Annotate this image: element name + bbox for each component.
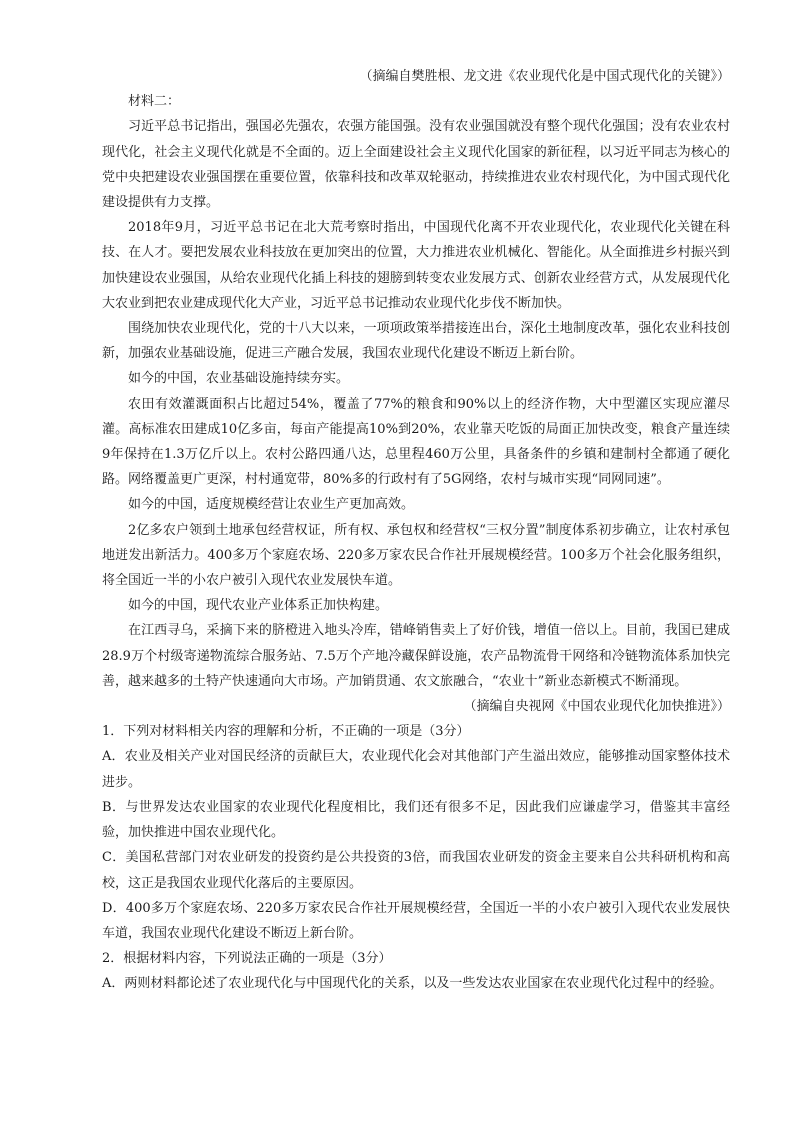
question-option: A．农业及相关产业对国民经济的贡献巨大，农业现代化会对其他部门产生溢出效应，能够推动国家整体技术进步。 (102, 749, 730, 790)
paragraph: 2018年9月，习近平总书记在北大荒考察时指出，中国现代化离不开农业现代化，农业现代化关键在科技、在人才。要把发展农业科技放在更加突出的位置，大力推进农业机械化、智能化。从全面推进乡村振兴到加快建设农业强国，从给农业现代化插上科技的翅膀到转变农业发展方式、创新农业经营方式，从发展现代化大农业到把农业建成现代化大产业，习近平总书记推动农业现代化步伐不断加快。 (102, 220, 730, 311)
material1-source: （摘编自樊胜根、龙文进《农业现代化是中国式现代化的关键》） (359, 69, 730, 84)
question-option: B．与世界发达农业国家的农业现代化程度相比，我们还有很多不足，因此我们应谦虚学习，借鉴其丰富经验，加快推进中国农业现代化。 (102, 799, 730, 841)
question-stem: 2．根据材料内容，下列说法正确的一项是（3分） (102, 951, 392, 967)
paragraph: 2亿多农户领到土地承包经营权证，所有权、承包权和经营权“三权分置”制度体系初步确立，让农村承包地迸发出新活力。400多万个家庭农场、220多万家农民合作社开展规模经营。100多万个社会化服务组织，将全国近一半的小农户被引入现代农业发展快车道。 (102, 522, 730, 589)
paragraph: 农田有效灌溉面积占比超过54%，覆盖了77%的粮食和90%以上的经济作物，大中型灌区实现应灌尽灌。高标准农田建成10亿多亩，每亩产能提高10%到20%，农业靠天吃饭的局面正加快改变，粮食产量连续9年保持在1.3万亿斤以上。农村公路四通八达，总里程460万公里，具备条件的乡镇和建制村全都通了硬化路。网络覆盖更广更深，村村通宽带，80%多的行政村有了5G网络，农村与城市实现“同网同速”。 (102, 396, 730, 488)
paragraph: 围绕加快农业现代化，党的十八大以来，一项项政策举措接连出台，深化土地制度改革，强化农业科技创新，加强农业基础设施，促进三产融合发展，我国农业现代化建设不断迈上新台阶。 (102, 321, 730, 362)
material2-source: （摘编自央视网《中国农业现代化加快推进》） (463, 699, 730, 715)
question-option: A．两则材料都论述了农业现代化与中国现代化的关系，以及一些发达农业国家在农业现代化过程中的经验。 (102, 976, 723, 992)
paragraph: 如今的中国，农业基础设施持续夯实。 (128, 371, 350, 387)
paragraph: 如今的中国，现代农业产业体系正加快构建。 (128, 598, 389, 614)
paragraph: 如今的中国，适度规模经营让农业生产更加高效。 (128, 497, 415, 513)
question-stem: 1．下列对材料相关内容的理解和分析，不正确的一项是（3分） (102, 724, 470, 740)
question-option: C．美国私营部门对农业研发的投资约是公共投资的3倍，而我国农业研发的资金主要来自公共科研机构和高校，这正是我国农业现代化落后的主要原因。 (102, 850, 730, 891)
paragraph: 在江西寻乌，采摘下来的脐橙进入地头冷库，错峰销售卖上了好价钱，增值一倍以上。目前，我国已建成28.9万个村级寄递物流综合服务站、7.5万个产地冷藏保鲜设施，农产品物流骨干网络和冷链物流体系加快完善，越来越多的土特产快速通向大市场。产加销贯通、农文旅融合，“农业十”新业态新模式不断涌现。 (102, 623, 730, 689)
material2-label: 材料二： (128, 94, 181, 110)
paragraph: 习近平总书记指出，强国必先强农，农强方能国强。没有农业强国就没有整个现代化强国；没有农业农村现代化，社会主义现代化就是不全面的。迈上全面建设社会主义现代化国家的新征程，以习近平同志为核心的党中央把建设农业强国摆在重要位置，依靠科技和改革双轮驱动，持续推进农业农村现代化，为中国式现代化建设提供有力支撑。 (102, 119, 730, 211)
question-option: D．400多万个家庭农场、220多万家农民合作社开展规模经营，全国近一半的小农户被引入现代农业发展快车道，我国农业现代化建设不断迈上新台阶。 (102, 900, 730, 941)
